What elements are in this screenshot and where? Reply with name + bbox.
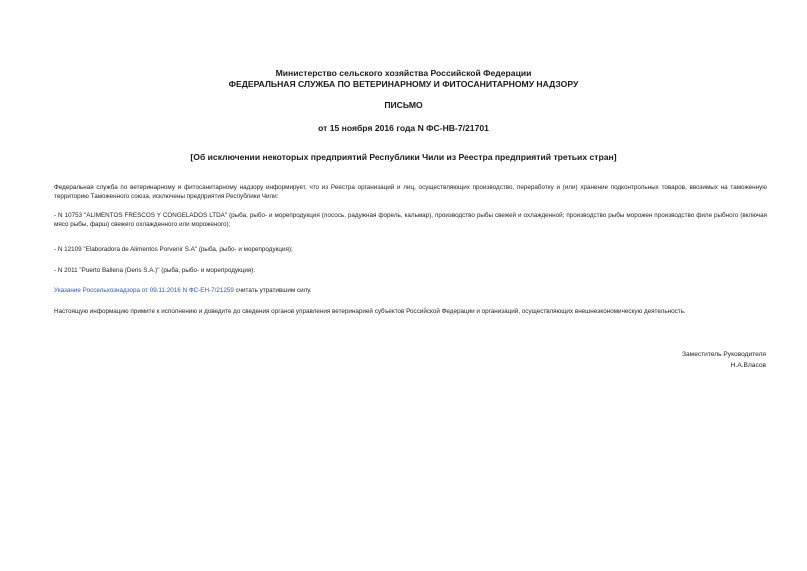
document-type: ПИСЬМО: [384, 100, 423, 110]
enterprise-2011: - N 2011 "Puerto Ballena (Deris S.A.)" (рыба, рыбо- и морепродукция).: [54, 267, 256, 274]
intro-paragraph: [54, 183, 767, 202]
document-subject: [Об исключении некоторых предприятий Республики Чили из Реестра предприятий третьих стран]: [190, 152, 617, 162]
intro-text: Федеральная служба по ветеринарному и фитосанитарному надзору информирует, что из Реестра организаций и лиц, осуществляющих производство, переработку и (или) хранение подконтрольных товаров, ввозимых на таможенную территорию Таможенного союза, исключены предприятия Республики Чили:: [54, 184, 767, 201]
list-item: [54, 266, 767, 275]
enterprise-12109: - N 12109 "Elaboradora de Alimentos Porvenir S.A" (рыба, рыбо- и морепродукция);: [54, 246, 293, 253]
revocation-paragraph: [54, 286, 767, 295]
revocation-link[interactable]: Указание Россельхознадзора от 09.11.2016 N ФС-ЕН-7/21259: [54, 287, 234, 294]
list-item: [54, 245, 767, 254]
signature-name: Н.А.Власов: [730, 362, 766, 369]
ministry-title: Министерство сельского хозяйства Российской Федерации: [275, 68, 532, 78]
closing-paragraph: [54, 307, 767, 316]
closing-text: Настоящую информацию примите к исполнению и доведите до сведения органов управления ветеринарией субъектов Российской Федерации и организаций, осуществляющих внешнеэкономическую деятельность.: [54, 308, 686, 315]
document-date-number: от 15 ноября 2016 года N ФС-НВ-7/21701: [318, 123, 489, 133]
service-title: ФЕДЕРАЛЬНАЯ СЛУЖБА ПО ВЕТЕРИНАРНОМУ И ФИТОСАНИТАРНОМУ НАДЗОРУ: [228, 79, 579, 89]
list-item: [54, 211, 767, 230]
enterprise-10753: - N 10753 "ALIMENTOS FRESCOS Y CONGELADOS LTDA" (рыба, рыбо- и морепродукция (лосось, радужная форель, кальмар), производство рыбы свежей и охлажденной; производство рыбы морожен производство филе рыбного (включая мясо рыбы, фарш) свежего охлажденного или мороженого);: [54, 212, 767, 229]
signature-position: Заместитель Руководителя: [682, 351, 766, 358]
revocation-text: считать утратившим силу.: [233, 287, 312, 294]
